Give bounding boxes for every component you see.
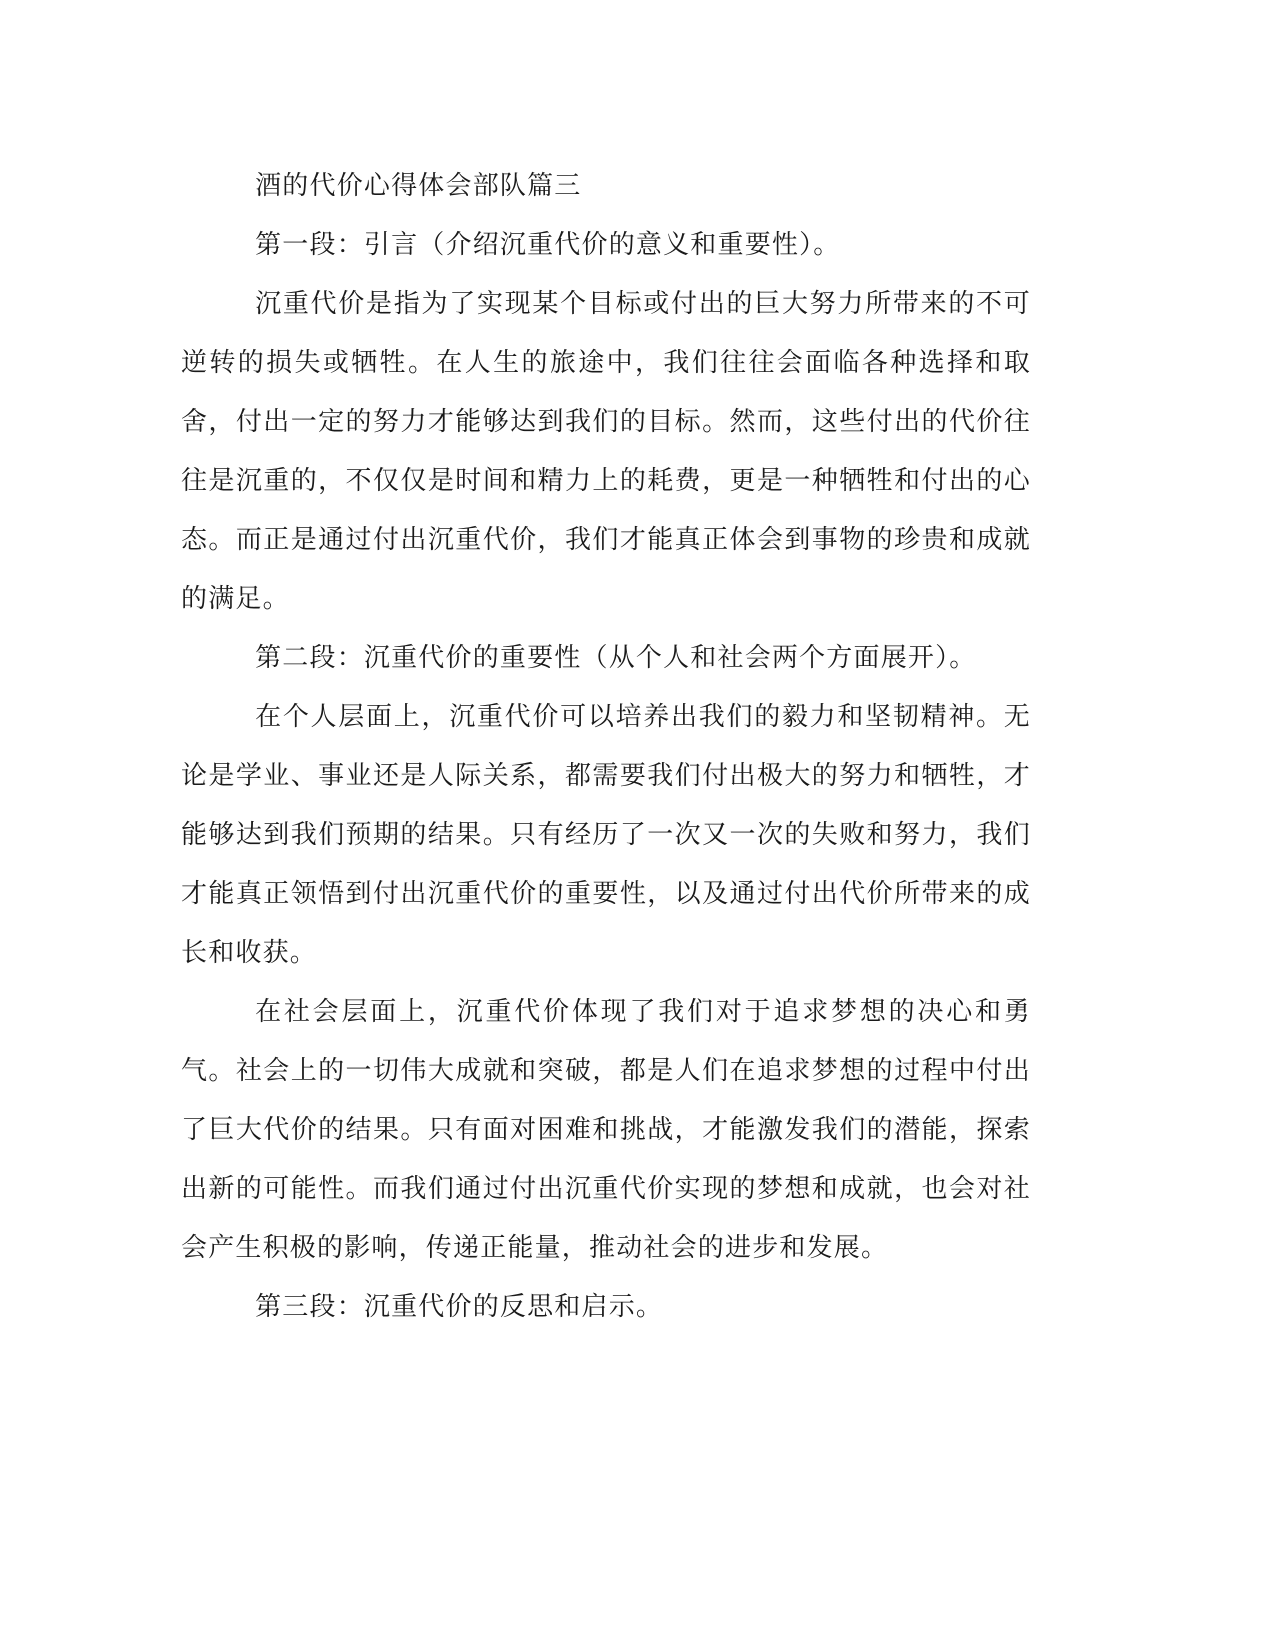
document-title: 酒的代价心得体会部队篇三 (255, 171, 582, 201)
body-paragraph-2: 在个人层面上，沉重代价可以培养出我们的毅力和坚韧精神。无论是学业、事业还是人际关系，都需要我们付出极大的努力和牺牲，才能够达到我们预期的结果。只有经历了一次又一次的失败和努力，我们才能真正领悟到付出沉重代价的重要性，以及通过付出代价所带来的成长和收获。 (181, 702, 1031, 968)
document-body (181, 157, 1031, 1337)
section-heading-1: 第一段：引言（介绍沉重代价的意义和重要性）。 (255, 230, 841, 260)
body-paragraph-3: 在社会层面上，沉重代价体现了我们对于追求梦想的决心和勇气。社会上的一切伟大成就和突破，都是人们在追求梦想的过程中付出了巨大代价的结果。只有面对困难和挑战，才能激发我们的潜能，探索出新的可能性。而我们通过付出沉重代价实现的梦想和成就，也会对社会产生积极的影响，传递正能量，推动社会的进步和发展。 (181, 997, 1031, 1263)
section-heading-3: 第三段：沉重代价的反思和启示。 (255, 1292, 664, 1322)
section-heading-2: 第二段：沉重代价的重要性（从个人和社会两个方面展开）。 (255, 643, 977, 673)
body-paragraph-1: 沉重代价是指为了实现某个目标或付出的巨大努力所带来的不可逆转的损失或牺牲。在人生的旅途中，我们往往会面临各种选择和取舍，付出一定的努力才能够达到我们的目标。然而，这些付出的代价往往是沉重的，不仅仅是时间和精力上的耗费，更是一种牺牲和付出的心态。而正是通过付出沉重代价，我们才能真正体会到事物的珍贵和成就的满足。 (181, 289, 1031, 614)
